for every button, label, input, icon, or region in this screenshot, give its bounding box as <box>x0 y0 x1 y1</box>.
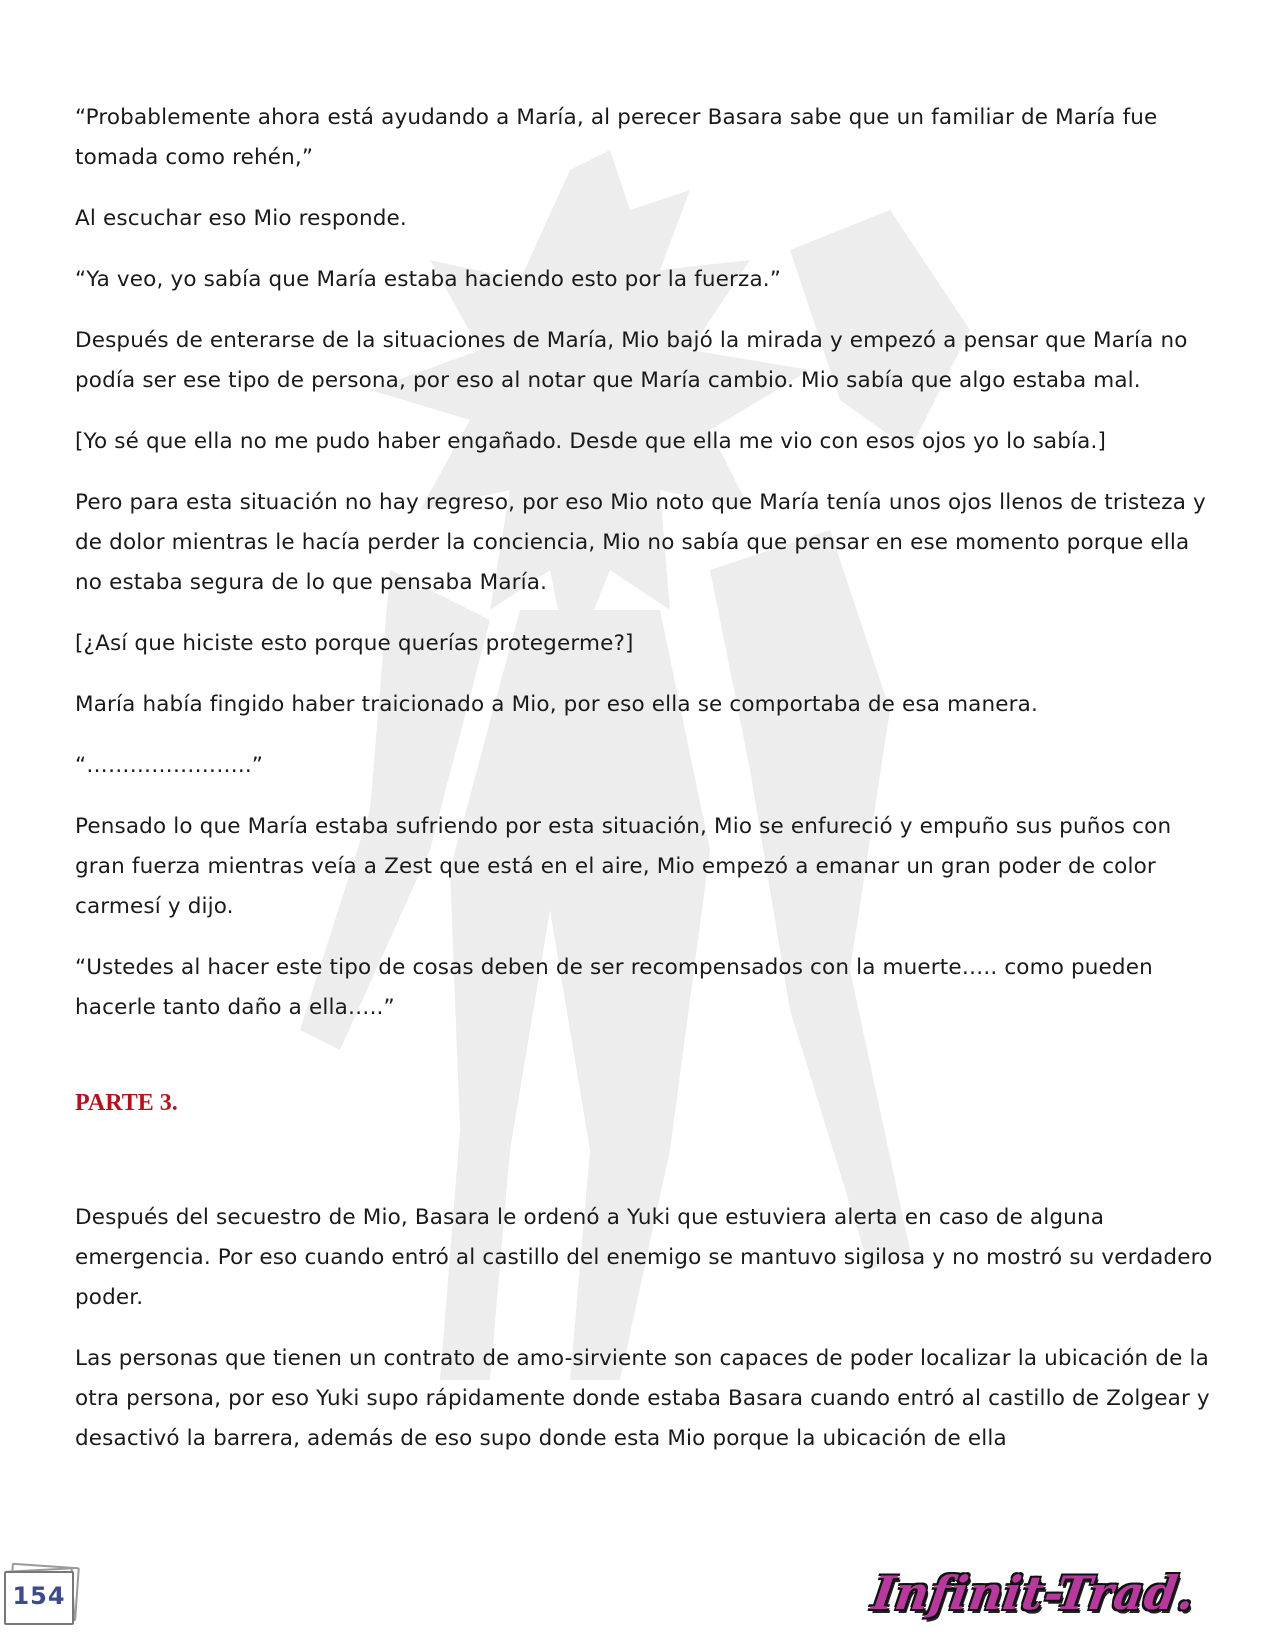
paragraph: Después de enterarse de la situaciones de María, Mio bajó la mirada y empezó a pensar que María no podía ser ese tipo de persona, por eso al notar que María cambio. Mio sabía que algo estaba mal. <box>75 328 1188 393</box>
publisher-logo: Infinit-Trad. <box>869 1566 1199 1620</box>
page-content <box>75 98 1215 1480</box>
paragraph: [¿Así que hiciste esto porque querías protegerme?] <box>75 631 634 656</box>
paragraph: Pero para esta situación no hay regreso, por eso Mio noto que María tenía unos ojos llenos de tristeza y de dolor mientras le hacía perder la conciencia, Mio no sabía que pensar en ese momento porque ella no estaba segura de lo que pensaba María. <box>75 490 1206 595</box>
paragraph: “…………………..” <box>75 753 264 778</box>
page-number-badge <box>4 1565 80 1623</box>
paragraph: Las personas que tienen un contrato de amo-sirviente son capaces de poder localizar la ubicación de la otra persona, por eso Yuki supo rápidamente donde estaba Basara cuando entró al castillo de Zolgear y desactivó la barrera, además de eso supo donde esta Mio porque la ubicación de ella <box>75 1346 1210 1451</box>
page-number: 154 <box>12 1582 66 1610</box>
paragraph: Después del secuestro de Mio, Basara le ordenó a Yuki que estuviera alerta en caso de alguna emergencia. Por eso cuando entró al castillo del enemigo se mantuvo sigilosa y no mostró su verdadero poder. <box>75 1205 1213 1310</box>
paragraph: “Ustedes al hacer este tipo de cosas deben de ser recompensados con la muerte….. como pueden hacerle tanto daño a ella…..” <box>75 955 1153 1020</box>
section-heading: PARTE 3. <box>75 1090 178 1116</box>
paragraph: [Yo sé que ella no me pudo haber engañado. Desde que ella me vio con esos ojos yo lo sabía.] <box>75 429 1107 454</box>
paragraph: Pensado lo que María estaba sufriendo por esta situación, Mio se enfureció y empuño sus puños con gran fuerza mientras veía a Zest que está en el aire, Mio empezó a emanar un gran poder de color carmesí y dijo. <box>75 814 1172 919</box>
paragraph: “Probablemente ahora está ayudando a María, al perecer Basara sabe que un familiar de María fue tomada como rehén,” <box>75 105 1158 170</box>
paragraph: Al escuchar eso Mio responde. <box>75 206 407 231</box>
paragraph: María había fingido haber traicionado a Mio, por eso ella se comportaba de esa manera. <box>75 692 1038 717</box>
paragraph: “Ya veo, yo sabía que María estaba haciendo esto por la fuerza.” <box>75 267 782 292</box>
